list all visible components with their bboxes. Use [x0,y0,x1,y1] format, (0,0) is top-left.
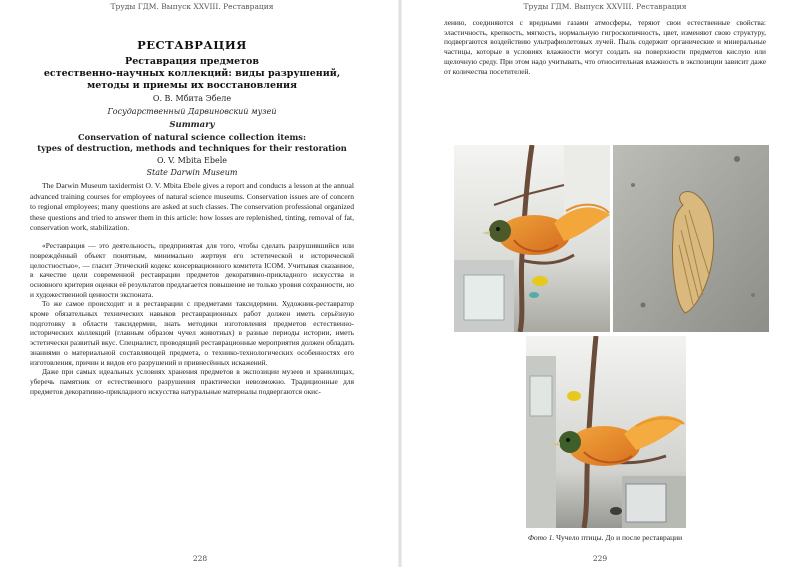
english-affiliation: State Darwin Museum [146,168,238,177]
english-title-line: Conservation of natural science collection items: [77,132,307,142]
body-paragraph: То же самое происходит и в реставрации с предметами таксидермии. Художник-реставратор кроме обязательных технических навыков реставрационных работ должен иметь серьёзную подготовку в области таксидермии, знать методики изготовления предметов естественно-исторических коллекций (главным образом чучел животных) в разные периоды истории, иметь эстетически развитый вкус. Специалист, проводящий реставрационные мероприятия должен обладать знаниями о материальной составляющей предмета, о технико-технологических особенностях его изготовления, причин и видов его разрушений и привнесённых искажений. [30,299,354,367]
article-title [30,56,354,92]
running-head-right: Труды ГДМ. Выпуск XXVIII. Реставрация [523,2,687,11]
photo-bird-before [454,145,610,332]
photo-caption [444,533,766,542]
affiliation: Государственный Дарвиновский музей [107,107,277,116]
author: О. В. Мбита Эбеле [152,94,232,103]
article-title-line: естественно-научных коллекций: виды разрушений, [43,68,341,79]
body-paragraph: лению, соединяются с вредными газами атмосферы, теряют свои естественные свойства: эластичность, крепкость, мягкость, нормальную гигроскопичность, цвет, изменяют свою структуру, подвергаются воздействию ультрафиолетовых лучей. Пыль содержит органические и минеральные частицы, которые в условиях влажности могут создать на поверхности предметов кислую или щелочную среду. При этом надо учитывать, что относительная влажность в экспозиции зависит даже от количества посетителей. [444,18,766,76]
wing-image [613,145,769,332]
photo-wing-detail [613,145,769,332]
bird-after-image [526,336,686,528]
running-head-left: Труды ГДМ. Выпуск XXVIII. Реставрация [110,2,274,11]
body-paragraph: Даже при самых идеальных условиях хранения предметов в экспозиции музеев и хранилищах, уберечь памятник от естественного разрушения практически невозможно. Традиционные для предметов декоративно-прикладного искусства натуральные материалы подвергаются окис- [30,367,354,396]
article-title-line: Реставрация предметов [125,56,259,67]
english-title-line: types of destruction, methods and techniques for their restoration [37,143,347,153]
body-paragraph: «Реставрация — это деятельность, предпринятая для того, чтобы сделать разрушившийся или повреждённый объект понятным, минимально жертвуя его эстетической и исторической целостностью», — гласит Этический кодекс консервационного комитета ICOM. Учитывая сказанное, в качестве цели современной реставрации предметов декоративно-прикладного искусства и основного критерия оценки её результатов предлагается повышение не только уровня сохранности, но и художественной ценности экспоната. [30,241,354,299]
page-number-right: 229 [592,554,608,563]
summary-heading: Summary [169,120,215,130]
photo-bird-after [526,336,686,528]
caption-text: Чучело птицы. До и после реставрации [556,533,683,542]
summary-text: The Darwin Museum taxidermist O. V. Mbita Ebele gives a report and conducts a lesson at the annual advanced training courses for employees of natural science museums. Conservation issues are of concern to regional employees; many questions are asked at such classes. The conservation professional organized these questions and tried to answer them in this article: how losses are replenished, tinting, removal of fat, conservation work, stabilization. [30,181,354,232]
caption-label: Фото 1. [527,533,555,542]
article-title-line: методы и приемы их восстановления [86,80,298,91]
bird-before-image [454,145,610,332]
page-number-left: 228 [192,554,208,563]
right-page [400,0,800,567]
english-author: O. V. Mbita Ebele [156,156,228,165]
english-title [30,132,354,154]
section-title: РЕСТАВРАЦИЯ [137,38,247,52]
